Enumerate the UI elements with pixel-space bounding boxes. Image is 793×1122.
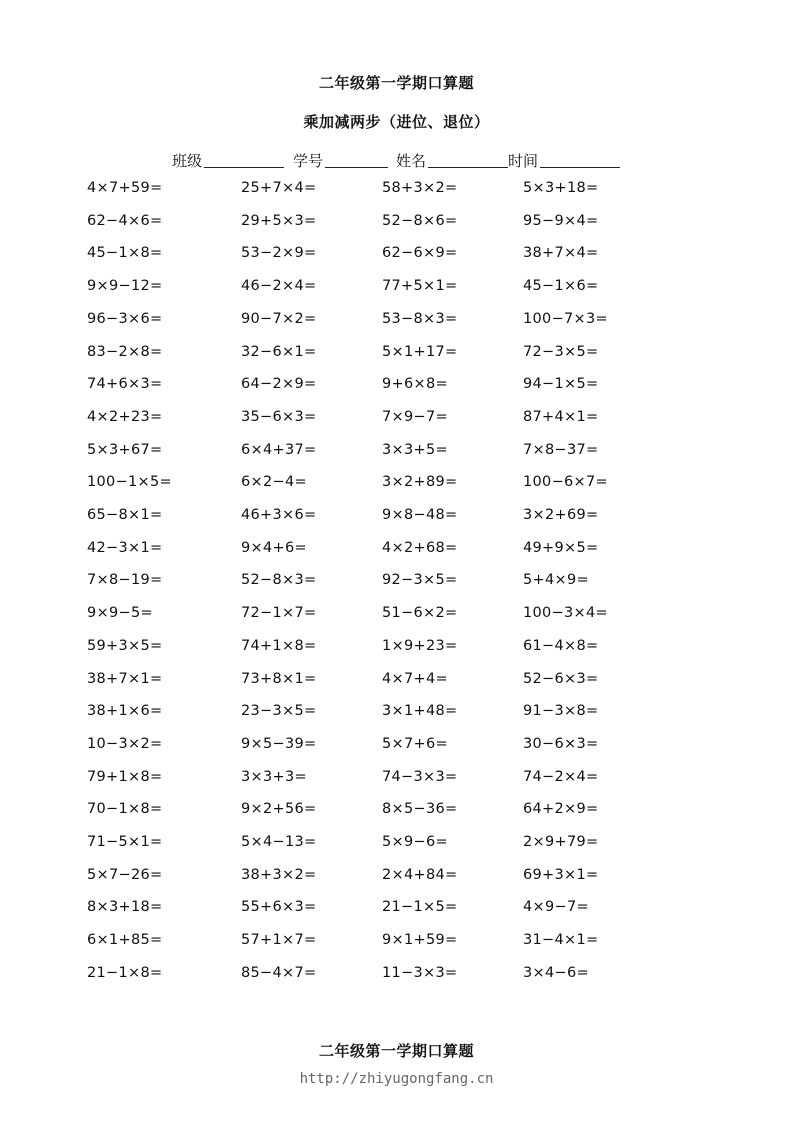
math-problem: 5×7+6=: [382, 736, 448, 752]
math-problem: 85−4×7=: [241, 965, 317, 981]
math-problem: 72−3×5=: [523, 344, 599, 360]
math-problem: 5×3+18=: [523, 180, 599, 196]
math-problem: 90−7×2=: [241, 311, 317, 327]
math-problem: 7×8−19=: [87, 572, 163, 588]
math-problem: 21−1×8=: [87, 965, 163, 981]
math-problem: 23−3×5=: [241, 703, 317, 719]
math-problem: 74+1×8=: [241, 638, 317, 654]
problem-grid: [0, 180, 793, 1000]
math-problem: 21−1×5=: [382, 899, 458, 915]
page-title: 二年级第一学期口算题: [318, 74, 474, 92]
math-problem: 83−2×8=: [87, 344, 163, 360]
math-problem: 5×4−13=: [241, 834, 317, 850]
math-problem: 11−3×3=: [382, 965, 458, 981]
math-problem: 5×3+67=: [87, 442, 163, 458]
math-problem: 35−6×3=: [241, 409, 317, 425]
math-problem: 9×2+56=: [241, 801, 317, 817]
math-problem: 100−6×7=: [523, 474, 608, 490]
math-problem: 6×2−4=: [241, 474, 307, 490]
math-problem: 92−3×5=: [382, 572, 458, 588]
math-problem: 3×3+5=: [382, 442, 448, 458]
math-problem: 9×4+6=: [241, 540, 307, 556]
math-problem: 30−6×3=: [523, 736, 599, 752]
math-problem: 9×5−39=: [241, 736, 317, 752]
math-problem: 9×1+59=: [382, 932, 458, 948]
math-problem: 71−5×1=: [87, 834, 163, 850]
math-problem: 10−3×2=: [87, 736, 163, 752]
math-problem: 38+7×4=: [523, 245, 599, 261]
math-problem: 3×3+3=: [241, 769, 307, 785]
math-problem: 72−1×7=: [241, 605, 317, 621]
math-problem: 3×2+89=: [382, 474, 458, 490]
math-problem: 74+6×3=: [87, 376, 163, 392]
math-problem: 59+3×5=: [87, 638, 163, 654]
math-problem: 65−8×1=: [87, 507, 163, 523]
math-problem: 64+2×9=: [523, 801, 599, 817]
time-label: 时间: [508, 152, 539, 170]
math-problem: 49+9×5=: [523, 540, 599, 556]
math-problem: 45−1×6=: [523, 278, 599, 294]
math-problem: 61−4×8=: [523, 638, 599, 654]
math-problem: 31−4×1=: [523, 932, 599, 948]
math-problem: 3×4−6=: [523, 965, 589, 981]
math-problem: 100−3×4=: [523, 605, 608, 621]
math-problem: 6×4+37=: [241, 442, 317, 458]
math-problem: 91−3×8=: [523, 703, 599, 719]
math-problem: 8×3+18=: [87, 899, 163, 915]
page-subtitle: 乘加减两步（进位、退位）: [303, 113, 490, 131]
math-problem: 4×7+4=: [382, 671, 448, 687]
math-problem: 5×1+17=: [382, 344, 458, 360]
math-problem: 9+6×8=: [382, 376, 448, 392]
math-problem: 53−2×9=: [241, 245, 317, 261]
name-blank: [428, 167, 508, 168]
footer-title: 二年级第一学期口算题: [318, 1042, 474, 1060]
math-problem: 38+7×1=: [87, 671, 163, 687]
student-info-row: [0, 150, 793, 172]
math-problem: 79+1×8=: [87, 769, 163, 785]
math-problem: 94−1×5=: [523, 376, 599, 392]
math-problem: 53−8×3=: [382, 311, 458, 327]
math-problem: 5+4×9=: [523, 572, 589, 588]
math-problem: 64−2×9=: [241, 376, 317, 392]
math-problem: 7×8−37=: [523, 442, 599, 458]
math-problem: 52−8×3=: [241, 572, 317, 588]
math-problem: 3×2+69=: [523, 507, 599, 523]
math-problem: 7×9−7=: [382, 409, 448, 425]
math-problem: 52−6×3=: [523, 671, 599, 687]
time-blank: [540, 167, 620, 168]
math-problem: 69+3×1=: [523, 867, 599, 883]
student-id-blank: [325, 167, 388, 168]
math-problem: 29+5×3=: [241, 213, 317, 229]
math-problem: 70−1×8=: [87, 801, 163, 817]
math-problem: 46+3×6=: [241, 507, 317, 523]
class-blank: [204, 167, 284, 168]
math-problem: 73+8×1=: [241, 671, 317, 687]
math-problem: 58+3×2=: [382, 180, 458, 196]
math-problem: 52−8×6=: [382, 213, 458, 229]
math-problem: 9×9−5=: [87, 605, 153, 621]
student-id-label: 学号: [293, 152, 324, 170]
math-problem: 3×1+48=: [382, 703, 458, 719]
math-problem: 5×9−6=: [382, 834, 448, 850]
name-label: 姓名: [396, 152, 427, 170]
math-problem: 74−3×3=: [382, 769, 458, 785]
math-problem: 96−3×6=: [87, 311, 163, 327]
math-problem: 32−6×1=: [241, 344, 317, 360]
math-problem: 55+6×3=: [241, 899, 317, 915]
math-problem: 57+1×7=: [241, 932, 317, 948]
math-problem: 8×5−36=: [382, 801, 458, 817]
math-problem: 4×7+59=: [87, 180, 163, 196]
math-problem: 38+1×6=: [87, 703, 163, 719]
math-problem: 25+7×4=: [241, 180, 317, 196]
math-problem: 2×4+84=: [382, 867, 458, 883]
math-problem: 100−7×3=: [523, 311, 608, 327]
math-problem: 74−2×4=: [523, 769, 599, 785]
math-problem: 5×7−26=: [87, 867, 163, 883]
math-problem: 4×2+68=: [382, 540, 458, 556]
math-problem: 4×9−7=: [523, 899, 589, 915]
math-problem: 2×9+79=: [523, 834, 599, 850]
math-problem: 87+4×1=: [523, 409, 599, 425]
math-problem: 62−6×9=: [382, 245, 458, 261]
math-problem: 1×9+23=: [382, 638, 458, 654]
math-problem: 9×9−12=: [87, 278, 163, 294]
math-problem: 38+3×2=: [241, 867, 317, 883]
math-problem: 95−9×4=: [523, 213, 599, 229]
math-problem: 6×1+85=: [87, 932, 163, 948]
math-problem: 62−4×6=: [87, 213, 163, 229]
math-problem: 9×8−48=: [382, 507, 458, 523]
math-problem: 4×2+23=: [87, 409, 163, 425]
math-problem: 51−6×2=: [382, 605, 458, 621]
math-problem: 77+5×1=: [382, 278, 458, 294]
math-problem: 45−1×8=: [87, 245, 163, 261]
source-url: http://zhiyugongfang.cn: [299, 1071, 494, 1087]
math-problem: 100−1×5=: [87, 474, 172, 490]
math-problem: 42−3×1=: [87, 540, 163, 556]
math-problem: 46−2×4=: [241, 278, 317, 294]
class-label: 班级: [172, 152, 203, 170]
